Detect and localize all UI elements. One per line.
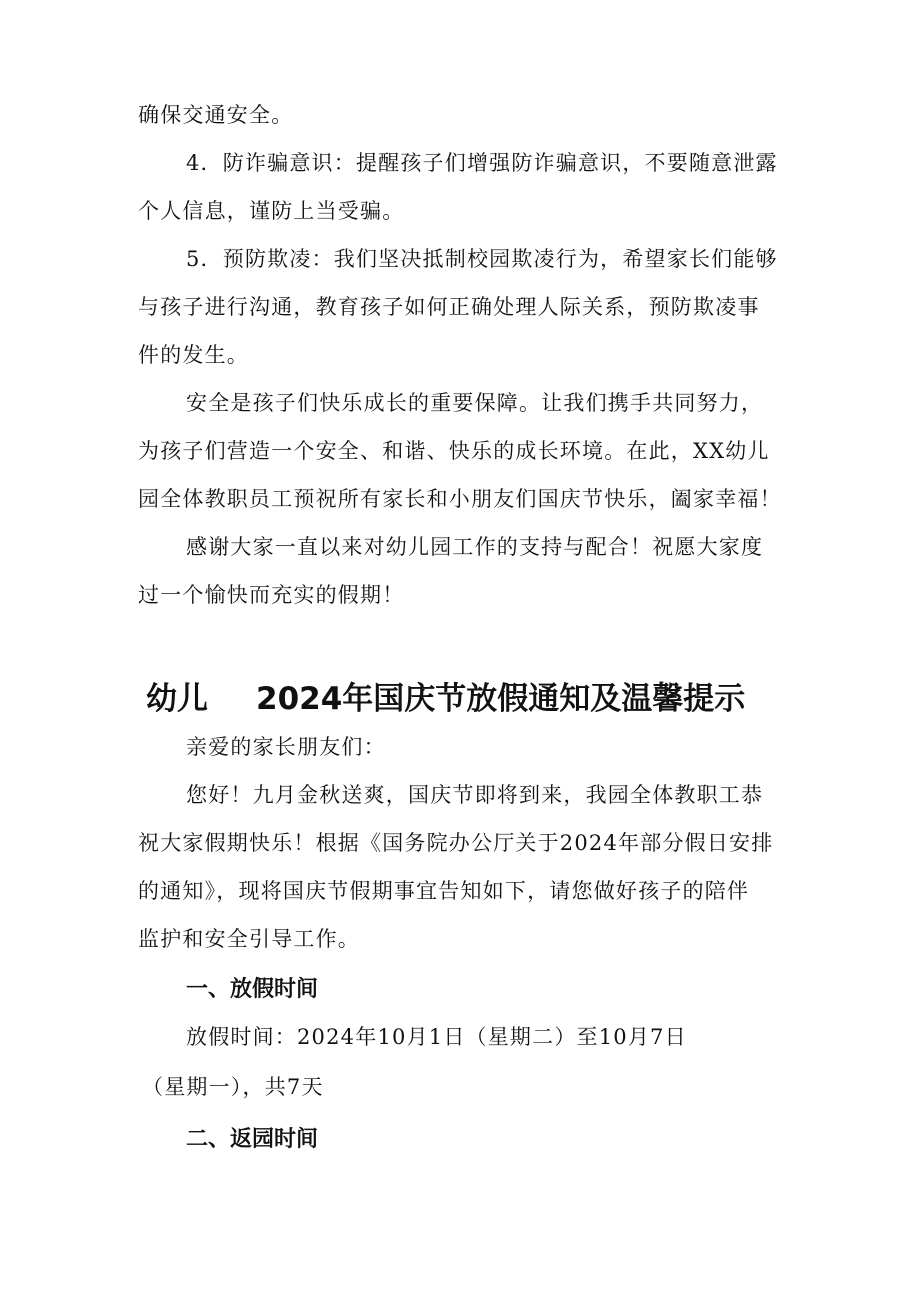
paragraph-line: 为孩子们营造一个安全、和谐、快乐的成长环境。在此，XX幼儿	[138, 439, 770, 463]
paragraph-line: 园全体教职员工预祝所有家长和小朋友们国庆节快乐，阖家幸福！	[138, 487, 782, 511]
paragraph-line: 过一个愉快而充实的假期！	[138, 583, 405, 607]
paragraph-line: 监护和安全引导工作。	[138, 927, 360, 951]
greeting: 亲爱的家长朋友们：	[186, 735, 386, 759]
paragraph-line: 安全是孩子们快乐成长的重要保障。让我们携手共同努力，	[186, 391, 764, 415]
section-heading-holiday-time: 一、放假时间	[186, 977, 319, 1002]
section-heading-return-time: 二、返园时间	[186, 1127, 319, 1152]
paragraph-line: 确保交通安全。	[138, 103, 294, 127]
paragraph-line: 与孩子进行沟通，教育孩子如何正确处理人际关系，预防欺凌事	[138, 295, 760, 319]
paragraph-line: 4．防诈骗意识：提醒孩子们增强防诈骗意识，不要随意泄露	[186, 151, 778, 175]
paragraph-line: 您好！九月金秋送爽，国庆节即将到来，我园全体教职工恭	[186, 783, 764, 807]
paragraph-line: 个人信息，谨防上当受骗。	[138, 199, 405, 223]
title-prefix: 幼儿	[146, 681, 208, 717]
paragraph-line: 祝大家假期快乐！根据《国务院办公厅关于2024年部分假日安排	[138, 831, 774, 855]
paragraph-line: 放假时间：2024年10月1日（星期二）至10月7日	[186, 1025, 687, 1049]
paragraph-line: 件的发生。	[138, 343, 249, 367]
paragraph-line: （星期一），共7天	[142, 1075, 324, 1099]
paragraph-line: 的通知》，现将国庆节假期事宜告知如下，请您做好孩子的陪伴	[138, 879, 750, 903]
paragraph-line: 感谢大家一直以来对幼儿园工作的支持与配合！祝愿大家度	[186, 535, 764, 559]
paragraph-line: 5．预防欺凌：我们坚决抵制校园欺凌行为，希望家长们能够	[186, 247, 778, 271]
page-title: 2024年国庆节放假通知及温馨提示	[256, 681, 746, 717]
